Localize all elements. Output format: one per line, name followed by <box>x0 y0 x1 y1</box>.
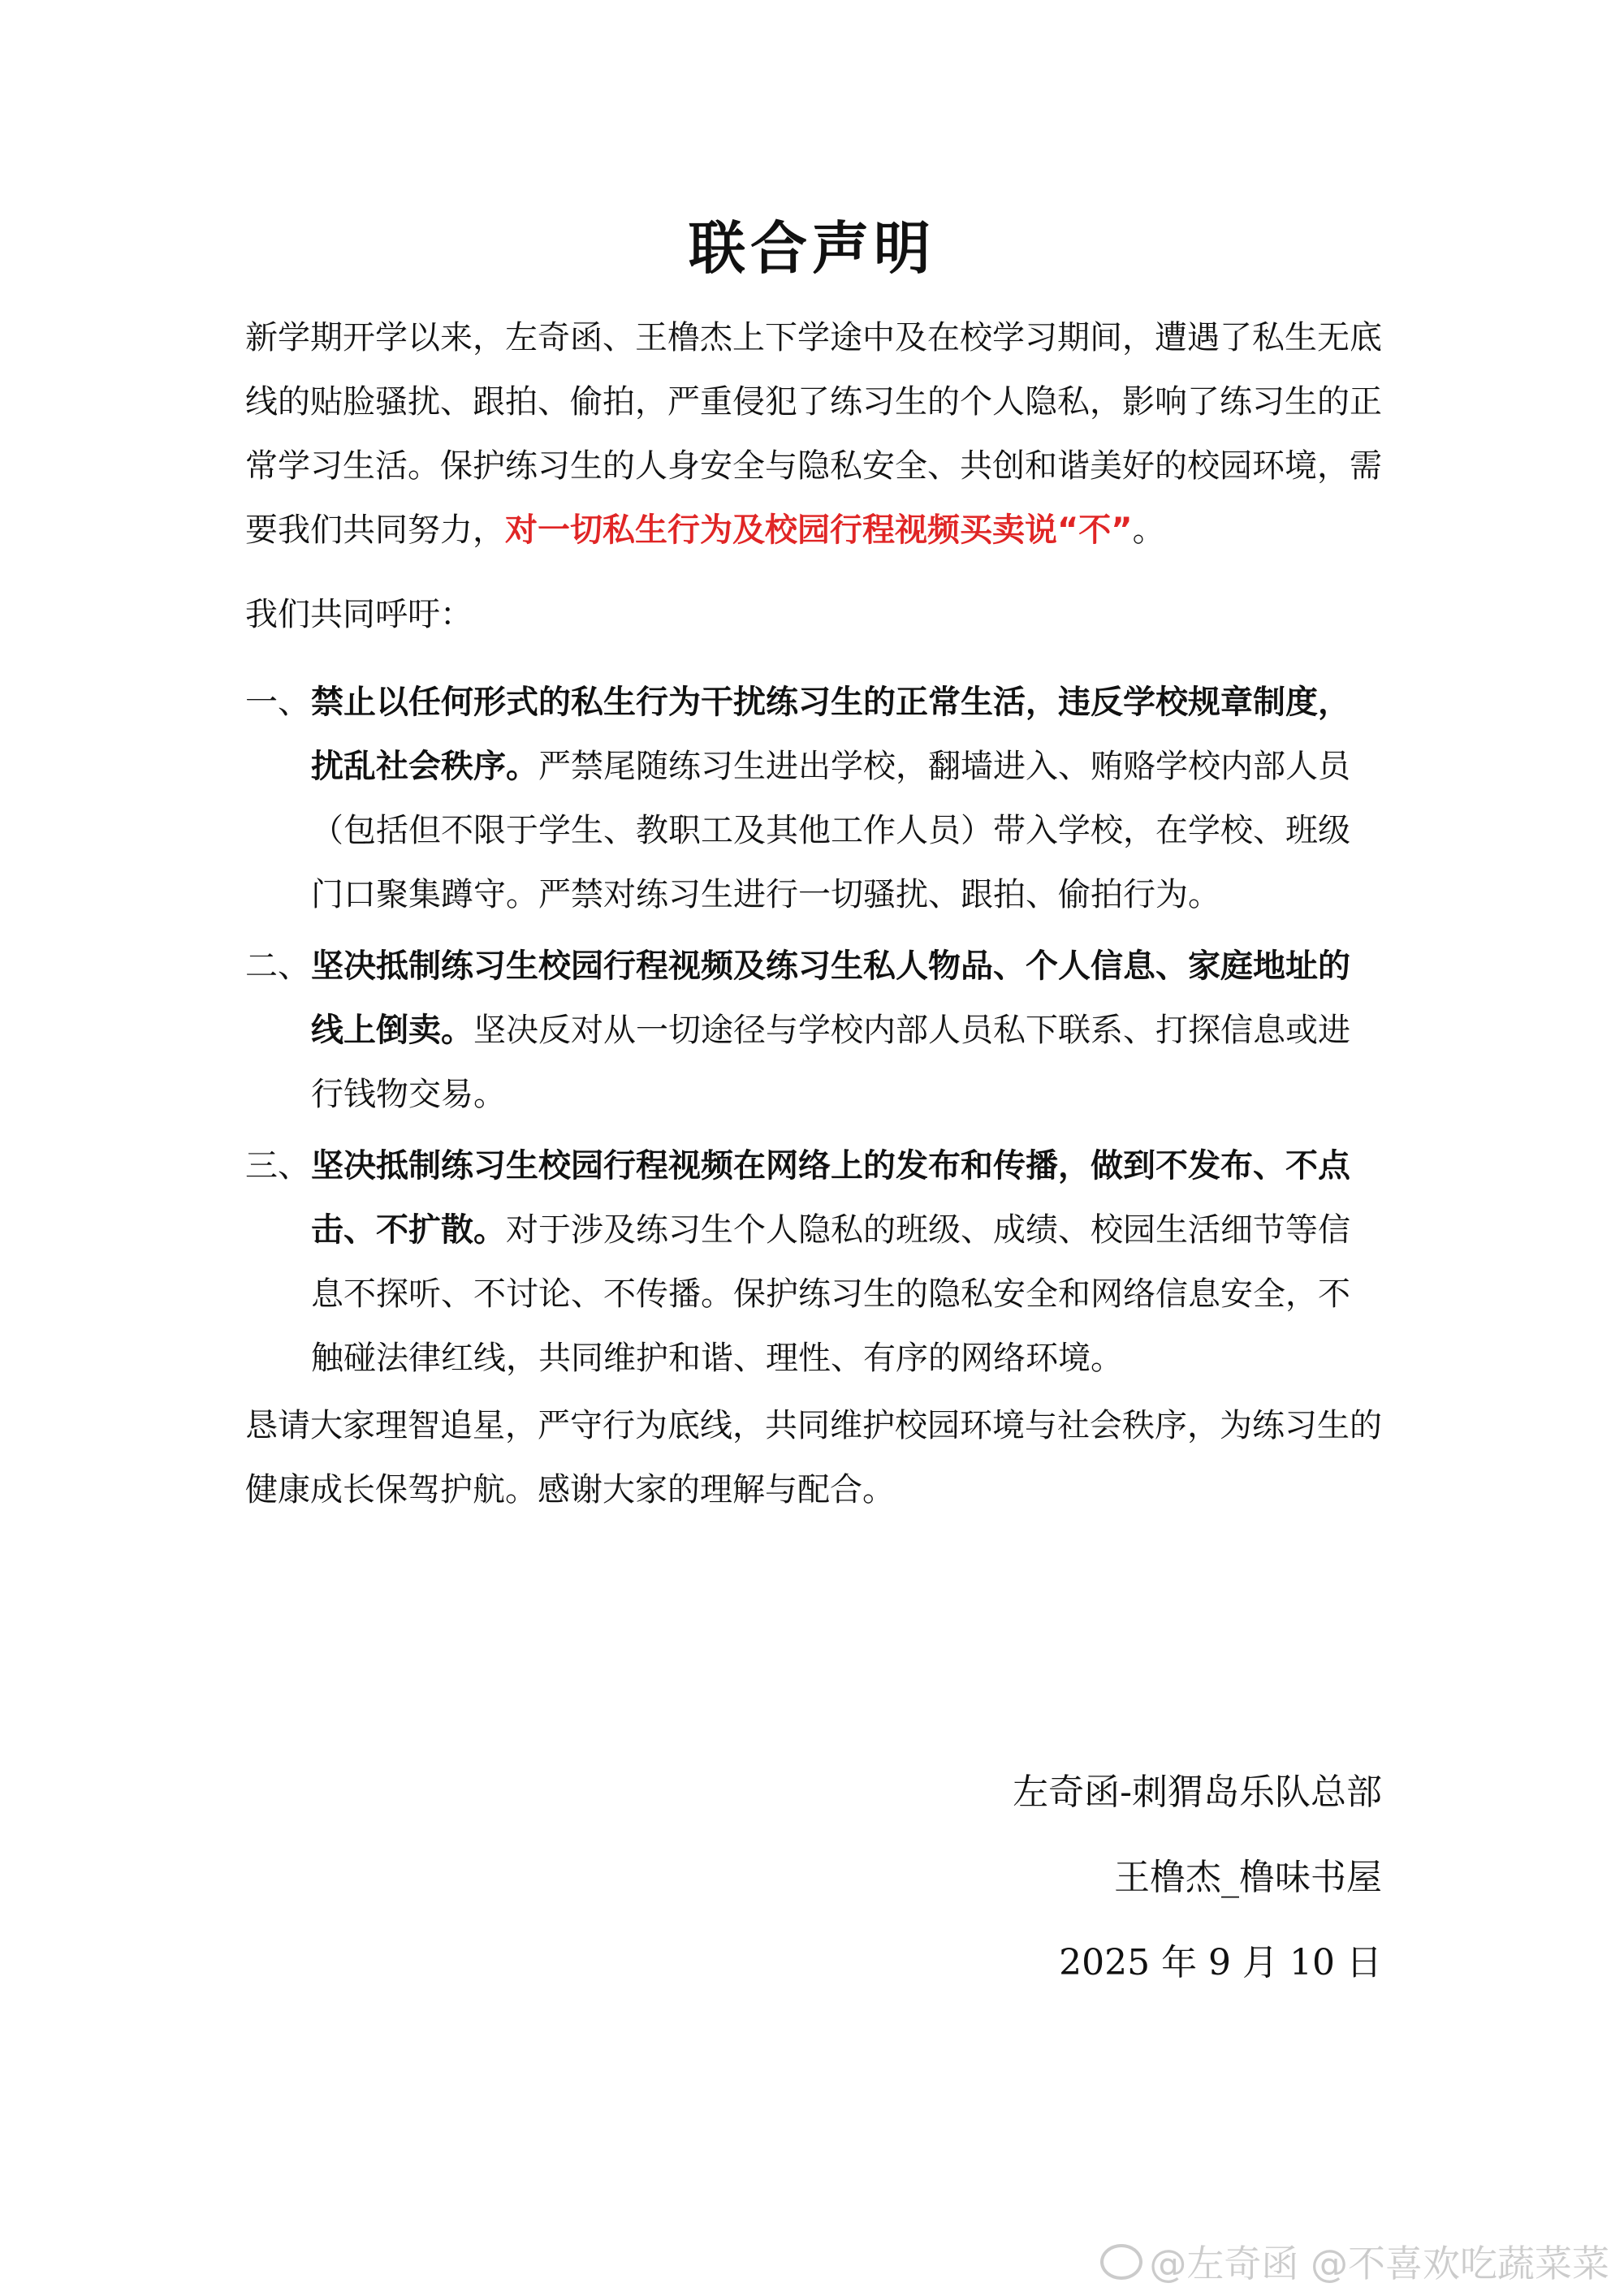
closing-paragraph: 恳请大家理智追星，严守行为底线，共同维护校园环境与社会秩序，为练习生的健康成长保驾护航。感谢大家的理解与配合。 <box>245 1407 1382 1508</box>
intro-end: 。 <box>1132 511 1165 549</box>
item-text: 对于涉及练习生个人隐私的班级、成绩、校园生活细节等信息不探听、不讨论、不传播。保护练习生的隐私安全和网络信息安全，不触碰法律红线，共同维护和谐、理性、有序的网络环境。 <box>311 1211 1350 1377</box>
item-text: 坚决反对从一切途径与学校内部人员私下联系、打探信息或进行钱物交易。 <box>311 1012 1350 1113</box>
watermark <box>1100 2234 1609 2288</box>
intro-text: 新学期开学以来，左奇函、王橹杰上下学途中及在校学习期间，遭遇了私生无底线的贴脸骚扰、跟拍、偷拍，严重侵犯了练习生的个人隐私，影响了练习生的正常学习生活。保护练习生的人身安全与隐私安全、共创和谐美好的校园环境，需要我们共同努力， <box>245 319 1382 549</box>
item-number: 一、 <box>245 684 310 721</box>
watermark-text: @左奇函 @不喜欢吃蔬菜菜 <box>1149 2242 1609 2285</box>
signature-block <box>1013 1750 1382 2005</box>
signature-1: 左奇函-刺猬岛乐队总部 <box>1013 1772 1382 1813</box>
appeal-item-1 <box>245 671 1382 927</box>
page-title: 联合声明 <box>689 215 935 282</box>
appeal-list <box>245 671 1382 1398</box>
signature-2: 王橹杰_橹味书屋 <box>1114 1857 1382 1898</box>
appeal-item-2 <box>245 934 1382 1127</box>
item-number: 三、 <box>245 1147 310 1185</box>
item-number: 二、 <box>245 947 310 985</box>
intro-paragraph <box>245 306 1382 563</box>
item-bold-text: 禁止以任何形式的私生行为干扰练习生的正常生活，违反学校规章制度，扰乱社会秩序。 <box>311 684 1350 785</box>
item-text: 严禁尾随练习生进出学校，翻墙进入、贿赂学校内部人员（包括但不限于学生、教职工及其他工作人员）带入学校，在学校、班级门口聚集蹲守。严禁对练习生进行一切骚扰、跟拍、偷拍行为。 <box>311 748 1350 913</box>
call-paragraph: 我们共同呼吁： <box>245 596 473 633</box>
weibo-icon <box>1100 2244 1142 2280</box>
item-bold-text: 坚决抵制练习生校园行程视频在网络上的发布和传播，做到不发布、不点击、不扩散。 <box>311 1147 1350 1249</box>
appeal-item-3 <box>245 1134 1382 1391</box>
item-bold-text: 坚决抵制练习生校园行程视频及练习生私人物品、个人信息、家庭地址的线上倒卖。 <box>311 947 1350 1049</box>
intro-highlight: 对一切私生行为及校园行程视频买卖说“不” <box>505 511 1133 549</box>
signature-date: 2025 年 9 月 10 日 <box>1059 1942 1382 1983</box>
